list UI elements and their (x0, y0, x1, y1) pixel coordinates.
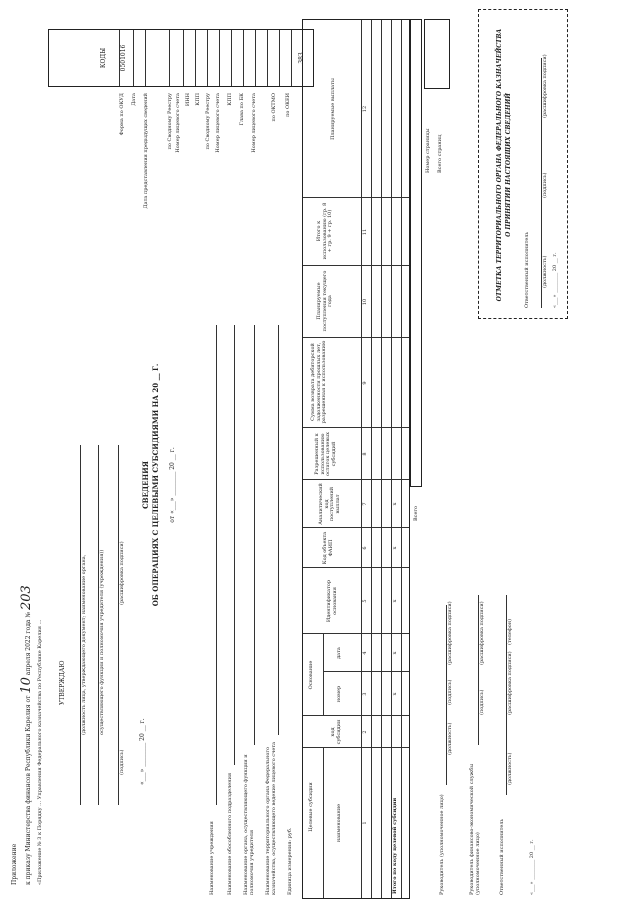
signature-caption: (подпись) (119, 749, 125, 775)
subtotal-label: Итого по коду целевой субсидии (392, 797, 398, 894)
codes-label-1: Форма по ОКУД (119, 93, 125, 136)
sig-executor-phone: (телефон) (507, 618, 513, 645)
field-subdivision-line (234, 325, 235, 765)
codes-label-10: КПП (227, 93, 233, 106)
approval-date-line: «___» ________ 20 __ г. (139, 718, 146, 785)
codes-box (48, 29, 314, 87)
grand-total-label: Всего (413, 505, 419, 521)
grand-total-box (410, 19, 422, 487)
col-num-8: 8 (362, 452, 368, 456)
field-treasury: Наименование территориального органа Федерального казначейства, осуществляющего ведение лицевого счета (265, 741, 277, 895)
stamp-signature: (подпись) (542, 172, 548, 198)
col-num-12: 12 (362, 105, 368, 113)
order-day: 10 (19, 677, 34, 694)
stamp-subtitle: О ПРИНЯТИИ НАСТОЯЩИХ СВЕДЕНИЙ (505, 93, 512, 237)
col-allowed-balance: Разрешенный к использованию остаток целевых субсидий (314, 432, 337, 476)
sig-finance-label: Руководитель финансово-экономической службы (уполномоченное лицо) (469, 763, 481, 895)
x-mark-3: x (392, 692, 398, 696)
form-title: СВЕДЕНИЯ (141, 461, 150, 509)
col-num-10: 10 (362, 298, 368, 306)
codes-label-11: Глава по БК (239, 93, 245, 126)
sig-date-line: «___» ________ 20 __ г. (529, 839, 535, 895)
name-caption: (расшифровка подписи) (119, 541, 125, 605)
order-number: 203 (19, 585, 34, 610)
appendix-intro-text: «Приложение № 3 к Порядку … Управления Федерального казначейства по Республике Карелия … (37, 619, 43, 885)
col-planned-income: Планируемые поступления текущего года (316, 270, 333, 332)
col-num-2: 2 (362, 730, 368, 734)
sig-executor-name: (расшифровка подписи) (507, 651, 513, 715)
col-number: номер (336, 685, 342, 703)
stamp-date: «___» ________ 20 __ г. (552, 252, 558, 308)
col-receivable: Сумма возврата дебиторской задолженности прошлых лет, разрешенная к использованию (310, 340, 327, 424)
sig-executor-label: Ответственный исполнитель (499, 818, 505, 895)
col-num-4: 4 (362, 651, 368, 655)
col-analytic: Аналитический код поступлений выплат (318, 483, 341, 525)
codes-label-8: по Сводному Реестру (205, 93, 211, 150)
stamp-name: (расшифровка подписи) (542, 54, 548, 118)
col-num-6: 6 (362, 546, 368, 550)
field-subdivision: Наименование обособленного подразделения (227, 772, 233, 895)
field-founder-line (254, 325, 255, 745)
col-date: дата (336, 647, 342, 659)
col-num-11: 11 (362, 228, 368, 236)
col-total-available: Итого к использованию (гр. 8 + гр. 9 + гр. 10) (316, 202, 333, 260)
codes-label-12: Номер лицевого счета (251, 93, 257, 153)
codes-label-14: по ОКЕИ (285, 93, 291, 117)
subsidies-table (302, 19, 410, 899)
codes-header: КОДЫ (100, 47, 107, 69)
sig-head-label: Руководитель (уполномоченное лицо) (439, 794, 445, 895)
okud-code: 0501016 (120, 44, 127, 72)
col-name: наименование (336, 803, 342, 843)
form-date-line: от «___» ________ 20 __ г. (169, 447, 176, 523)
sig-executor-position: (должность) (507, 752, 513, 785)
codes-label-13: по ОКТМО (271, 93, 277, 122)
col-group-subsidy: Целевые субсидии (308, 782, 314, 832)
col-group-grounds: Основание (308, 660, 314, 690)
field-treasury-line (278, 325, 279, 735)
codes-label-5: Номер лицевого счета (175, 93, 181, 153)
order-reference: к приказу Министерства финансов Республики Карелия от 10 апреля 2022 года № 203 (19, 585, 34, 885)
sig-head-name: (расшифровка подписи) (447, 601, 453, 665)
stamp-executor: Ответственный исполнитель (524, 231, 530, 308)
appendix-label: Приложение (11, 843, 18, 885)
sig-head-signature: (подпись) (447, 679, 453, 705)
col-faip: Код объекта ФАИП (322, 531, 334, 565)
x-mark-4: x (392, 651, 398, 655)
col-num-3: 3 (362, 692, 368, 696)
col-num-1: 1 (362, 821, 368, 825)
page-number-box (424, 19, 450, 89)
x-mark-7: x (392, 502, 398, 506)
x-mark-6: x (392, 546, 398, 550)
field-founder: Наименование органа, осуществляющего функции и полномочия учредителя (243, 754, 255, 895)
position-caption: (должность лица, утверждающего документ; наименование органа, (81, 554, 87, 735)
col-planned-payments: Планируемые выплаты (330, 78, 336, 140)
codes-label-4: по Сводному Реестру (167, 93, 173, 150)
codes-label-7: КПП (195, 93, 201, 106)
codes-label-2: Дата (131, 93, 137, 106)
codes-label-6: ИНН (185, 93, 191, 107)
sig-finance-name: (расшифровка подписи) (479, 601, 485, 665)
stamp-title: ОТМЕТКА ТЕРРИТОРИАЛЬНОГО ОРГАНА ФЕДЕРАЛЬНОГО КАЗНАЧЕЙСТВА (496, 28, 503, 302)
approved-label: УТВЕРЖДАЮ (59, 660, 66, 705)
field-institution-line (216, 325, 217, 805)
okei-code: 383 (298, 52, 305, 64)
x-mark-5: x (392, 599, 398, 603)
page-number-label: Номер страницы (425, 128, 431, 173)
organization-caption: осуществляющего функции и полномочия учредителя (учреждения)) (99, 549, 105, 735)
form-subtitle: ОБ ОПЕРАЦИЯХ С ЦЕЛЕВЫМИ СУБСИДИЯМИ НА 20 __ Г. (151, 363, 160, 607)
col-num-9: 9 (362, 381, 368, 385)
field-institution: Наименование учреждения (209, 821, 215, 895)
field-units: Единица измерения: руб. (287, 827, 293, 895)
col-identifier: Идентификатор основания (326, 579, 338, 623)
sig-head-position: (должность) (447, 722, 453, 755)
col-code: код субсидии (330, 719, 342, 745)
pages-total-label: Всего страниц (437, 134, 443, 173)
sig-finance-signature: (подпись) (479, 689, 485, 715)
codes-label-9: Номер лицевого счета (215, 93, 221, 153)
codes-label-3: Дата представления предыдущих сведений (143, 93, 149, 209)
col-num-7: 7 (362, 502, 368, 506)
stamp-position: (должность) (542, 255, 548, 288)
treasury-acceptance-box (478, 9, 568, 319)
col-num-5: 5 (362, 599, 368, 603)
